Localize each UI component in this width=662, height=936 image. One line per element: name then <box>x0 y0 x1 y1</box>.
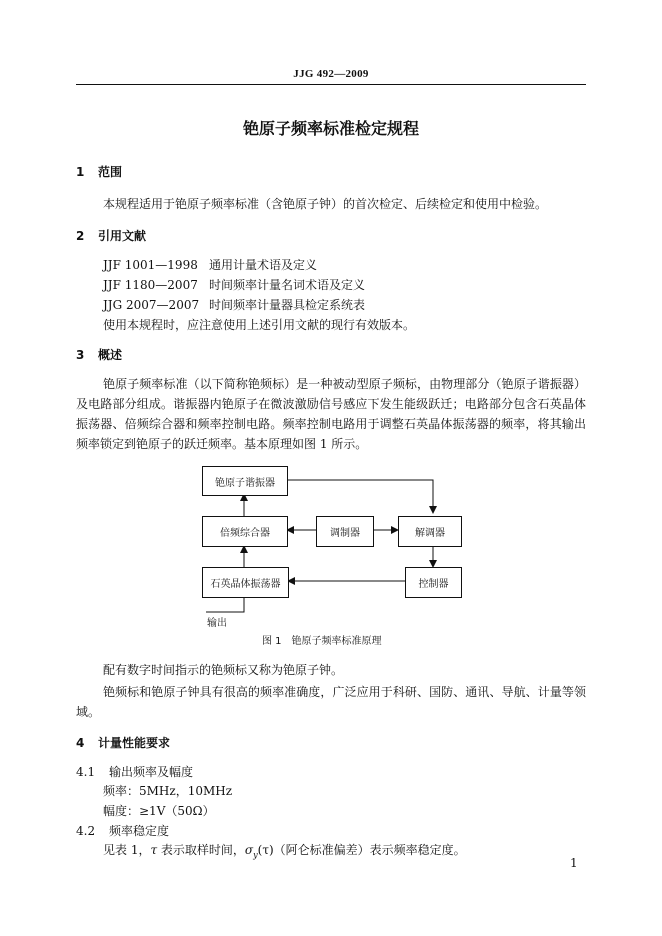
page-number: 1 <box>570 856 578 870</box>
item-title: 频率稳定度 <box>109 824 170 838</box>
section-title: 计量性能要求 <box>98 736 171 750</box>
text-segment: 见表 1， <box>103 843 151 857</box>
text-segment: （阿仑标准偏差）表示频率稳定度。 <box>273 843 466 857</box>
box-modulator: 调制器 <box>316 516 374 547</box>
y-subscript: y <box>253 850 258 860</box>
item-number: 4.2 <box>76 824 96 838</box>
section-4-heading <box>76 734 170 751</box>
item-4-1-amplitude: 幅度：≥1V（50Ω） <box>103 804 215 818</box>
box-frequency-synthesizer: 倍频综合器 <box>202 516 288 547</box>
reference-name: 时间频率计量器具检定系统表 <box>209 298 366 312</box>
reference-name: 时间频率计量名词术语及定义 <box>209 278 366 292</box>
section-3-paragraph-2: 配有数字时间指示的铯频标又称为铯原子钟。 <box>103 663 344 677</box>
item-4-2-text <box>103 841 466 859</box>
output-label: 输出 <box>207 618 227 629</box>
section-number: 1 <box>76 165 85 179</box>
box-crystal-oscillator: 石英晶体振荡器 <box>202 567 289 598</box>
box-cesium-resonator: 铯原子谐振器 <box>202 466 288 496</box>
standard-number-header: JJG 492—2009 <box>293 68 369 80</box>
arrow-resonator-to-demodulator <box>286 480 433 513</box>
section-number: 2 <box>76 229 85 243</box>
item-number: 4.1 <box>76 765 96 779</box>
box-demodulator: 解调器 <box>398 516 462 547</box>
reference-note: 使用本规程时，应注意使用上述引用文献的现行有效版本。 <box>103 318 416 332</box>
document-title: 铯原子频率标准检定规程 <box>242 119 419 138</box>
reference-code: JJF 1180—2007 <box>103 278 198 292</box>
section-1-paragraph: 本规程适用于铯原子频率标准（含铯原子钟）的首次检定、后续检定和使用中检验。 <box>103 197 548 211</box>
section-3-paragraph-3: 铯频标和铯原子钟具有很高的频率准确度，广泛应用于科研、国防、通讯、导航、计量等领域。 <box>76 685 586 719</box>
section-3-paragraph-1: 铯原子频率标准（以下简称铯频标）是一种被动型原子频标，由物理部分（铯原子谐振器）及电路部分组成。谐振器内铯原子在微波激励信号感应下发生能级跃迁；电路部分包含石英晶体振荡器、倍频综合器和频率控制电路。频率控制电路用于调整石英晶体振荡器的频率，将其输出频率锁定到铯原子的跃迁频率。基本原理如图 1 所示。 <box>76 377 586 451</box>
output-line <box>206 597 244 612</box>
section-number: 3 <box>76 348 85 362</box>
section-title: 引用文献 <box>98 229 147 243</box>
section-title: 范围 <box>98 165 123 179</box>
section-number: 4 <box>76 736 85 750</box>
tau-symbol: τ <box>150 843 158 857</box>
text-segment: 表示取样时间， <box>157 843 245 857</box>
section-title: 概述 <box>98 348 123 362</box>
item-4-2-heading <box>76 822 169 839</box>
reference-code: JJF 1001—1998 <box>103 258 198 272</box>
item-title: 输出频率及幅度 <box>109 765 194 779</box>
box-controller: 控制器 <box>405 567 462 598</box>
item-4-1-heading <box>76 763 193 780</box>
reference-name: 通用计量术语及定义 <box>209 258 318 272</box>
tau-argument: (τ) <box>257 843 274 857</box>
item-4-1-frequency: 频率：5MHz，10MHz <box>103 784 233 798</box>
figure-caption: 图 1 铯原子频率标准原理 <box>262 636 382 647</box>
reference-code: JJG 2007—2007 <box>103 298 200 312</box>
sigma-symbol: σ <box>244 843 254 857</box>
